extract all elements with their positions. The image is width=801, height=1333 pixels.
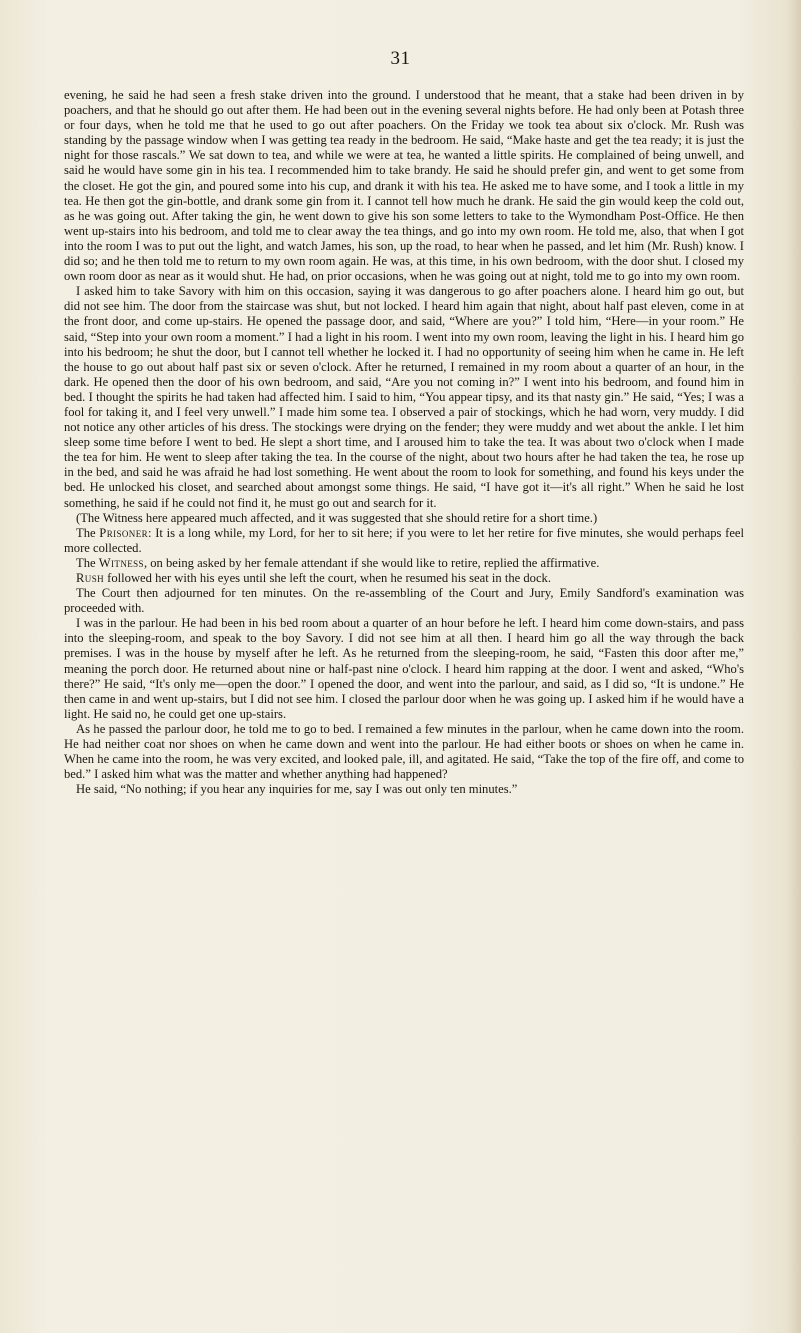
page-number: 31 <box>390 48 411 69</box>
paragraph-1: evening, he said he had seen a fresh stake driven into the ground. I understood that he meant, that a stake had been driven in by poachers, and that he should go out after them. He had been out in the evening several nights before. He had only been at Potash three or four days, when he told me that he used to go out after poachers. On the Friday we took tea about six o'clock. Mr. Rush was standing by the passage window when I was getting tea ready in the bedroom. He said, “Make haste and get the tea ready; it is just the night for those rascals.” We sat down to tea, and while we were at tea, he wanted a little spirits. He complained of being unwell, and said he would have some gin in his tea. I recommended him to take brandy. He said he should prefer gin, and went to get some from the closet. He got the gin, and poured some into his cup, and drank it with his tea. He asked me to have some, and I took a little in my tea. He then got the gin-bottle, and drank some gin from it. I cannot tell how much he drank. He said the gin would keep the cold out, as he was going out. After taking the gin, he went down to give his son some letters to take to the Wymondham Post-Office. He then went up-stairs into his bedroom, and told me to clear away the tea things, and go into my own room. He told me, also, that when I got into the room I was to put out the light, and watch James, his son, up the road, to hear when he passed, and let him (Mr. Rush) know. I did so; and he then told me to return to my own room again. He was, at this time, in his own bedroom, with the door shut. I closed my own room door as near as it would shut. He had, on prior occasions, when he was going out at night, told me to go into my own room. <box>64 88 744 284</box>
prisoner-label: Prisoner <box>99 525 149 540</box>
paragraph-3-witness-note: (The Witness here appeared much affected, and it was suggested that she should retire for a short time.) <box>76 510 598 525</box>
paragraph-parlour-door: As he passed the parlour door, he told me to go to bed. I remained a few minutes in the parlour, when he came down into the room. He had neither coat nor shoes on when he came down and went into the parlour. He had either boots or shoes on when he came in. When he came into the room, he was very excited, and looked pale, ill, and agitated. He said, “Take the top of the fire off, and come to bed.” I asked him what was the matter and whether anything had happened? <box>64 721 744 782</box>
paragraph-court-adjourned: The Court then adjourned for ten minutes. On the re-assembling of the Court and Jury, Emily Sandford's examination was proceeded with. <box>64 586 744 616</box>
rush-text: followed her with his eyes until she left the court, when he resumed his seat in the dock. <box>104 571 551 585</box>
page-edge-shadow <box>787 0 801 1333</box>
prisoner-statement: The Prisoner: It is a long while, my Lord, for her to sit here; if you were to let her retire for five minutes, she would perhaps feel more collected. <box>64 525 745 555</box>
paragraph-2: I asked him to take Savory with him on this occasion, saying it was dangerous to go after poachers alone. I heard him go out, but did not see him. The door from the staircase was shut, but not locked. I heard him again that night, about half past eleven, come in at the front door, and come up-stairs. He opened the passage door, and said, “Where are you?” I told him, “Here—in your room.” He said, “Step into your own room a moment.” I had a light in his room. I went into my own room, leaving the light in his. I heard him go into his bedroom; he shut the door, but I cannot tell whether he locked it. I had no opportunity of seeing him when he came in. He left the house to go out about half past six or seven o'clock. After he returned, I remained in my room about a quarter of an hour, in the dark. He opened then the door of his own bedroom, and said, “Are you not coming in?” I went into his bedroom, and found him in bed. I thought the spirits he had taken had affected him. I said to him, “You appear tipsy, and its that nasty gin.” He said, “Yes; I was a fool for taking it, and I feel very unwell.” I made him some tea. I observed a pair of stockings, which he had worn, very muddy. I did not notice any other articles of his dress. The stockings were drying on the fender; they were muddy and wet about the ankle. I let him sleep some time before I went to bed. He slept a short time, and I aroused him to take the tea. It was about two o'clock when I made the tea for him. He went to sleep after taking the tea. In the course of the night, about two hours after he had taken the tea, he rose up in the bed, and said he was afraid he had lost something. He went about the room to look for something, and found his keys under the bed. He unlocked his closet, and searched about amongst some things. He said, “I have got it—it's all right.” When he said he lost something, he said if he could not find it, he must go out and search for it. <box>64 284 744 510</box>
paragraph-final: He said, “No nothing; if you hear any inquiries for me, say I was out only ten minutes.” <box>76 782 518 797</box>
rush-label: Rush <box>76 571 105 585</box>
body-text <box>64 88 744 797</box>
rush-statement <box>64 571 744 586</box>
witness-label: Witness <box>98 555 144 570</box>
paragraph-parlour: I was in the parlour. He had been in his bed room about a quarter of an hour before he left. I heard him come down-stairs, and pass into the sleeping-room, and speak to the boy Savory. I did not see him at all then. I heard him go all the way through the back premises. I was in the house by myself after he left. As he returned from the sleeping-room, he said, “Fasten this door after me,” meaning the porch door. He returned about nine or half-past nine o'clock. I heard him rapping at the door. I went and asked, “Who's there?” He said, “It's only me—open the door.” I opened the door, and went into the parlour, and said, as I did so, “It is undone.” He then came in and went up-stairs, but I did not see him. I closed the parlour door when he was going up. I asked him if he would have a light. He said no, he could get one up-stairs. <box>64 616 744 721</box>
witness-statement: The Witness, on being asked by her female attendant if she would like to retire, replied the affirmative. <box>76 555 600 570</box>
witness-text: , on being asked by her female attendant if she would like to retire, replied the affirmative. <box>143 555 600 570</box>
prisoner-text: : It is a long while, my Lord, for her to sit here; if you were to let her retire for five minutes, she would perhaps feel more collected. <box>64 525 745 555</box>
